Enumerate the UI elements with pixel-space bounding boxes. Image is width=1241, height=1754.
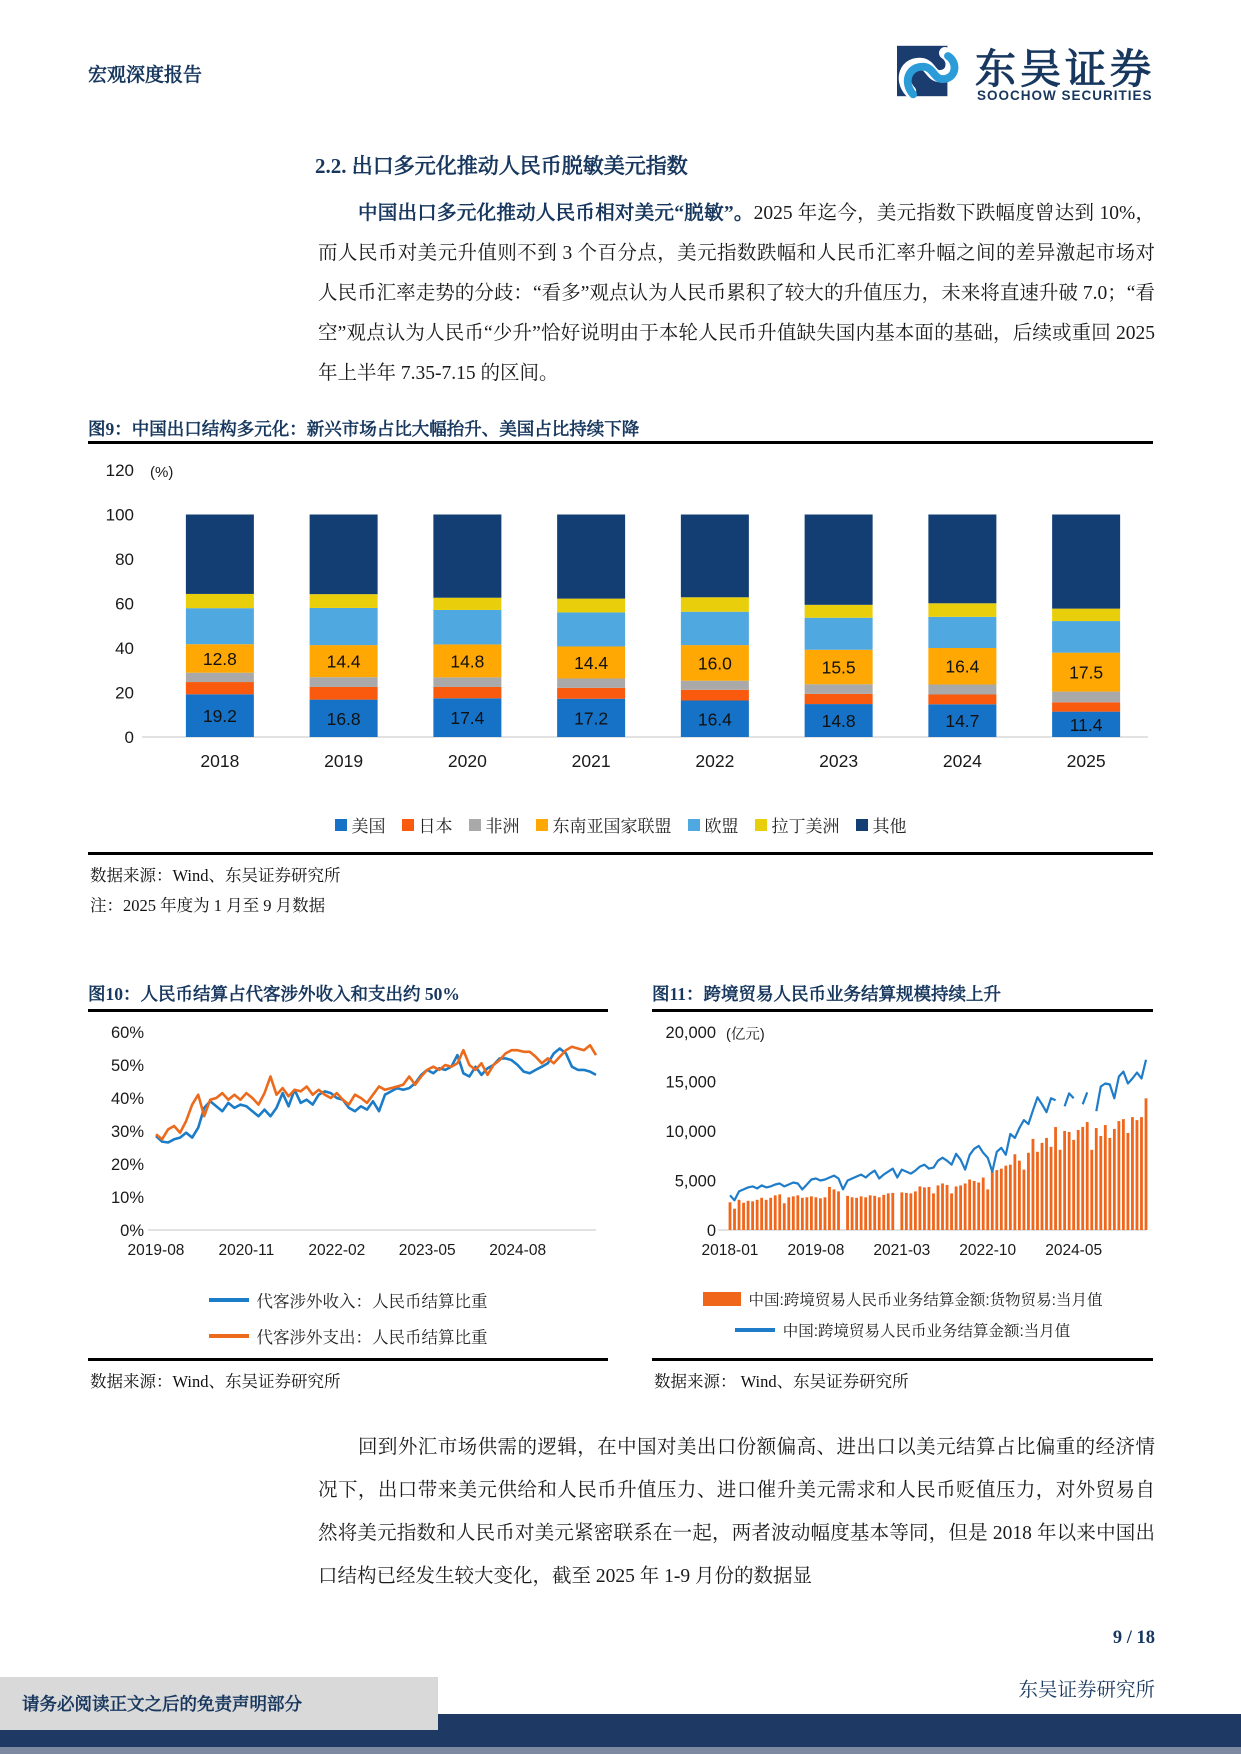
- goods-bar-swatch: [703, 1292, 741, 1306]
- fig9-chart: [88, 452, 1153, 782]
- legend-swatch: [536, 819, 548, 831]
- fig11-bottom-rule: [652, 1358, 1153, 1361]
- section-heading: 2.2. 出口多元化推动人民币脱敏美元指数: [315, 154, 688, 178]
- svg-text:60: 60: [115, 594, 134, 614]
- footer-institute: 东吴证券研究所: [1018, 1680, 1155, 1701]
- svg-text:17.4: 17.4: [450, 708, 485, 729]
- svg-text:2023: 2023: [819, 751, 859, 771]
- page-number: 9 / 18: [1112, 1628, 1155, 1648]
- fig10-bottom-rule: [88, 1358, 608, 1361]
- svg-text:2019-08: 2019-08: [127, 1242, 185, 1259]
- fig11-title-rule: [652, 1009, 1153, 1012]
- svg-text:16.4: 16.4: [697, 709, 732, 730]
- svg-text:2022: 2022: [695, 751, 735, 771]
- svg-text:2021: 2021: [571, 751, 611, 771]
- svg-text:14.8: 14.8: [450, 651, 485, 672]
- fig10-legend: [88, 1288, 608, 1348]
- svg-text:2018: 2018: [200, 751, 240, 771]
- svg-text:0%: 0%: [120, 1222, 144, 1240]
- svg-text:(%): (%): [150, 464, 174, 481]
- brand-logo: [897, 36, 1157, 108]
- svg-text:11.4: 11.4: [1069, 714, 1103, 735]
- svg-text:10,000: 10,000: [665, 1123, 716, 1141]
- income-line-swatch: [209, 1298, 249, 1302]
- legend-label: 中国:跨境贸易人民币业务结算金额:当月值: [782, 1323, 1071, 1340]
- svg-text:120: 120: [105, 461, 134, 480]
- fig9-note: 注：2025 年度为 1 月至 9 月数据: [90, 896, 326, 915]
- legend-item: [402, 812, 453, 837]
- legend-label: 其他: [872, 817, 907, 836]
- svg-text:20,000: 20,000: [665, 1024, 716, 1042]
- legend-swatch: [856, 819, 868, 831]
- fig10-title: 图10：人民币结算占代客涉外收入和支出约 50%: [88, 984, 460, 1004]
- legend-label: 美国: [351, 817, 386, 836]
- legend-label: 拉丁美洲: [771, 817, 840, 836]
- footer-strip: [0, 1747, 1241, 1754]
- fig11-chart: [652, 1018, 1153, 1268]
- legend-swatch: [755, 819, 767, 831]
- brand-name-cn: 东吴证券: [975, 46, 1155, 92]
- legend-item: [755, 812, 840, 837]
- fig10-chart: [88, 1018, 608, 1268]
- svg-text:2022-10: 2022-10: [959, 1242, 1017, 1259]
- svg-text:80: 80: [115, 550, 134, 569]
- fig9-source: 数据来源：Wind、东吴证券研究所: [90, 866, 341, 885]
- svg-text:2023-05: 2023-05: [398, 1242, 456, 1259]
- svg-text:2021-03: 2021-03: [873, 1242, 931, 1259]
- total-line-swatch: [735, 1328, 775, 1332]
- svg-text:20%: 20%: [110, 1156, 144, 1174]
- svg-text:14.7: 14.7: [945, 711, 980, 732]
- legend-item: [856, 812, 907, 837]
- body-paragraph-1: [318, 194, 1155, 394]
- svg-text:2024-08: 2024-08: [489, 1242, 547, 1259]
- svg-text:2020-11: 2020-11: [218, 1242, 275, 1259]
- legend-item-expense: [88, 1324, 608, 1348]
- svg-text:100: 100: [105, 505, 134, 525]
- footer-disclaimer: 请务必阅读正文之后的免责声明部分: [0, 1677, 438, 1730]
- soochow-logo-icon: [897, 36, 963, 106]
- svg-text:0: 0: [706, 1222, 716, 1240]
- legend-label: 东南亚国家联盟: [552, 817, 672, 836]
- svg-text:2020: 2020: [447, 751, 487, 771]
- svg-text:60%: 60%: [110, 1024, 144, 1042]
- legend-item: [688, 812, 739, 837]
- svg-text:40: 40: [115, 639, 134, 658]
- svg-text:2019: 2019: [324, 751, 364, 771]
- fig9-title-rule: [88, 441, 1153, 444]
- legend-label: 非洲: [485, 817, 520, 836]
- fig9-legend: [88, 812, 1153, 837]
- svg-text:2024-05: 2024-05: [1045, 1242, 1103, 1259]
- paragraph-rest: 2025 年迄今，美元指数下跌幅度曾达到 10%，而人民币对美元升值则不到 3 个百分点，美元指数跌幅和人民币汇率升幅之间的差异激起市场对人民币汇率走势的分歧：“看多”观点认为人民币累积了较大的升值压力，未来将直速升破 7.0；“看空”观点认为人民币“少升”恰好说明由于本轮人民币升值缺失国内基本面的基础，后续或重回 2025 年上半年 7.35-7.15 的区间。: [318, 203, 1155, 384]
- brand-name-en: SOOCHOW SECURITIES: [977, 88, 1153, 103]
- svg-text:17.2: 17.2: [574, 708, 609, 729]
- svg-text:10%: 10%: [110, 1189, 144, 1207]
- svg-text:2018-01: 2018-01: [701, 1242, 759, 1259]
- svg-text:16.4: 16.4: [945, 656, 980, 677]
- fig9-title: 图9：中国出口结构多元化：新兴市场占比大幅抬升、美国占比持续下降: [88, 419, 640, 439]
- svg-text:19.2: 19.2: [202, 706, 237, 727]
- fig10-title-rule: [88, 1009, 608, 1012]
- svg-text:30%: 30%: [110, 1123, 144, 1141]
- legend-swatch: [335, 819, 347, 831]
- legend-item-income: [88, 1288, 608, 1312]
- legend-item: [469, 812, 520, 837]
- fig11-title: 图11：跨境贸易人民币业务结算规模持续上升: [652, 984, 1002, 1004]
- svg-text:(亿元): (亿元): [726, 1027, 765, 1043]
- legend-item-total: [652, 1319, 1153, 1341]
- legend-swatch: [688, 819, 700, 831]
- legend-label: 代客涉外收入：人民币结算比重: [256, 1293, 488, 1311]
- svg-text:17.5: 17.5: [1069, 662, 1104, 683]
- body-paragraph-2: 回到外汇市场供需的逻辑，在中国对美出口份额偏高、进出口以美元结算占比偏重的经济情况下，出口带来美元供给和人民币升值压力、进口催升美元需求和人民币贬值压力，对外贸易自然将美元指数和人民币对美元紧密联系在一起，两者波动幅度基本等同，但是 2018 年以来中国出口结构已经发生较大变化，截至 2025 年 1-9 月份的数据显: [318, 1437, 1155, 1587]
- legend-item: [335, 812, 386, 837]
- svg-text:40%: 40%: [110, 1090, 144, 1108]
- svg-text:14.8: 14.8: [821, 711, 856, 732]
- svg-text:12.8: 12.8: [202, 648, 237, 669]
- svg-text:2022-02: 2022-02: [308, 1242, 366, 1259]
- svg-text:20: 20: [115, 683, 134, 703]
- svg-text:5,000: 5,000: [674, 1172, 716, 1191]
- svg-text:14.4: 14.4: [326, 651, 361, 672]
- legend-label: 日本: [418, 817, 453, 836]
- paragraph-lead-bold: 中国出口多元化推动人民币相对美元“脱敏”。: [357, 203, 754, 224]
- svg-text:50%: 50%: [110, 1057, 144, 1075]
- svg-text:2025: 2025: [1066, 751, 1106, 771]
- legend-swatch: [402, 819, 414, 831]
- legend-swatch: [469, 819, 481, 831]
- fig10-source: 数据来源：Wind、东吴证券研究所: [90, 1372, 341, 1391]
- svg-text:14.4: 14.4: [574, 652, 609, 673]
- legend-label: 代客涉外支出：人民币结算比重: [256, 1329, 488, 1347]
- svg-text:2019-08: 2019-08: [787, 1242, 845, 1259]
- svg-text:15.5: 15.5: [821, 657, 856, 678]
- svg-text:16.8: 16.8: [326, 708, 361, 729]
- fig11-legend: [652, 1288, 1153, 1341]
- fig9-bottom-rule: [88, 852, 1153, 855]
- legend-label: 欧盟: [704, 817, 739, 836]
- svg-text:0: 0: [124, 728, 134, 747]
- legend-label: 中国:跨境贸易人民币业务结算金额:货物贸易:当月值: [748, 1292, 1103, 1309]
- legend-item-goods: [652, 1288, 1153, 1310]
- svg-text:16.0: 16.0: [697, 653, 732, 674]
- report-type-label: 宏观深度报告: [88, 65, 203, 86]
- expense-line-swatch: [209, 1334, 249, 1338]
- fig11-source: 数据来源： Wind、东吴证券研究所: [654, 1372, 909, 1391]
- legend-item: [536, 812, 672, 837]
- svg-text:2024: 2024: [942, 751, 982, 771]
- svg-text:15,000: 15,000: [665, 1073, 716, 1092]
